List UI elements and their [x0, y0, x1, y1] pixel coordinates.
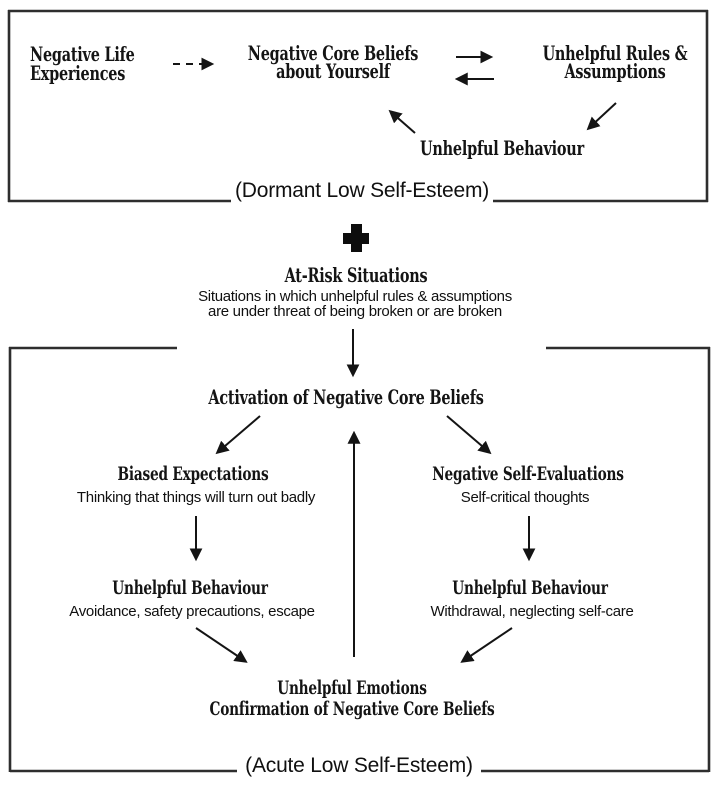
arrow-behaviour-to-beliefs [391, 112, 415, 133]
arrow-activation-to-biased [218, 416, 260, 452]
node-activation-of-core-beliefs: Activation of Negative Core Beliefs [208, 385, 484, 409]
node-negative-core-beliefs: Negative Core Beliefs about Yourself [247, 41, 419, 83]
acute-box-caption: (Acute Low Self-Esteem) [245, 754, 473, 777]
arrow-activation-to-selfeval [447, 416, 489, 452]
node-negative-life-experiences: Negative Life Experiences [30, 42, 135, 85]
plus-icon [343, 224, 369, 252]
node-negative-self-evaluations-title: Negative Self-Evaluations [432, 463, 624, 485]
node-unhelpful-behaviour-right-subtitle: Withdrawal, neglecting self-care [430, 603, 634, 620]
node-unhelpful-emotions: Unhelpful Emotions Confirmation of Negative Core Beliefs [209, 677, 495, 720]
node-unhelpful-behaviour-right-title: Unhelpful Behaviour [452, 577, 608, 599]
node-unhelpful-behaviour-left-title: Unhelpful Behaviour [112, 577, 268, 599]
arrow-left-behaviour-to-emotions [196, 628, 245, 661]
arrow-right-behaviour-to-emotions [463, 628, 512, 661]
node-unhelpful-behaviour-left-subtitle: Avoidance, safety precautions, escape [69, 603, 315, 620]
node-unhelpful-rules-assumptions: Unhelpful Rules & Assumptions [542, 41, 688, 83]
node-at-risk-situations-subtitle: Situations in which unhelpful rules & assumptions are under threat of being broken or are broken [198, 288, 512, 320]
node-biased-expectations-title: Biased Expectations [117, 463, 269, 485]
node-negative-self-evaluations-subtitle: Self-critical thoughts [460, 489, 590, 506]
node-unhelpful-behaviour-dormant: Unhelpful Behaviour [420, 136, 584, 160]
node-at-risk-situations-title: At-Risk Situations [284, 263, 428, 287]
dormant-box-caption: (Dormant Low Self-Esteem) [234, 179, 490, 202]
arrow-rules-to-behaviour [589, 103, 616, 128]
node-biased-expectations-subtitle: Thinking that things will turn out badly [76, 489, 316, 506]
dormant-box-outline [8, 10, 708, 202]
